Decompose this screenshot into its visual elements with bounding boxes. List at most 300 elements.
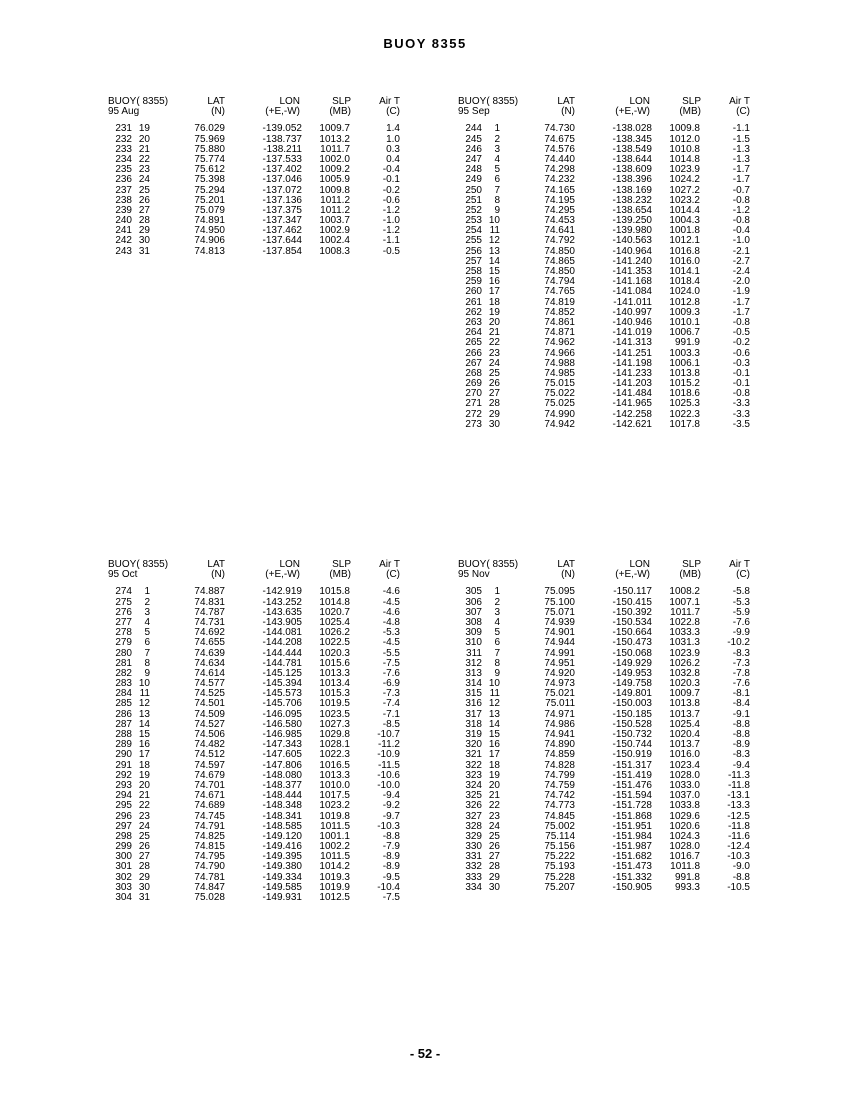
air-temperature-cell: -1.3 bbox=[732, 143, 750, 155]
latitude-cell: 74.850 bbox=[544, 245, 575, 257]
sea-level-pressure-cell: 1033.0 bbox=[669, 779, 700, 791]
sea-level-pressure-cell: 1009.8 bbox=[669, 123, 700, 135]
period-label: 95 Nov bbox=[458, 569, 490, 581]
air-temperature-cell: -9.1 bbox=[732, 708, 750, 720]
longitude-cell: -149.120 bbox=[262, 830, 302, 842]
air-temperature-cell: -8.3 bbox=[732, 749, 750, 761]
longitude-cell: -144.208 bbox=[262, 637, 302, 649]
table-header-row bbox=[100, 97, 400, 107]
air-temperature-cell: -8.3 bbox=[732, 647, 750, 659]
air-temperature-cell: -8.8 bbox=[382, 830, 400, 842]
day-of-year-cell: 296 bbox=[115, 810, 132, 822]
day-of-month-cell: 10 bbox=[488, 215, 500, 227]
buoy-label: BUOY( 8355) bbox=[108, 96, 169, 107]
sea-level-pressure-cell: 1003.7 bbox=[319, 215, 350, 227]
unit-slp: (MB) bbox=[679, 106, 701, 118]
day-of-year-cell: 288 bbox=[115, 729, 132, 740]
air-temperature-cell: -8.8 bbox=[732, 729, 750, 740]
longitude-cell: -147.343 bbox=[262, 739, 302, 751]
sea-level-pressure-cell: 1019.8 bbox=[319, 810, 350, 822]
column-header-lat: LAT bbox=[557, 559, 575, 570]
latitude-cell: 74.453 bbox=[544, 215, 575, 227]
sea-level-pressure-cell: 1014.2 bbox=[319, 861, 350, 873]
air-temperature-cell: -12.4 bbox=[727, 841, 750, 853]
air-temperature-cell: -8.1 bbox=[732, 688, 750, 700]
day-of-year-cell: 295 bbox=[115, 800, 132, 812]
sea-level-pressure-cell: 1011.7 bbox=[320, 143, 350, 155]
day-of-year-cell: 281 bbox=[115, 657, 132, 669]
latitude-cell: 74.576 bbox=[544, 143, 575, 155]
unit-airt: (C) bbox=[386, 106, 400, 118]
day-of-month-cell: 7 bbox=[144, 647, 150, 659]
day-of-year-cell: 246 bbox=[465, 143, 482, 155]
air-temperature-cell: -4.8 bbox=[382, 616, 400, 628]
day-of-month-cell: 19 bbox=[138, 123, 150, 135]
air-temperature-cell: -0.1 bbox=[732, 378, 750, 390]
air-temperature-cell: -7.5 bbox=[382, 657, 400, 669]
latitude-cell: 74.990 bbox=[544, 408, 575, 420]
day-of-year-cell: 267 bbox=[465, 357, 482, 369]
latitude-cell: 74.641 bbox=[544, 225, 575, 237]
unit-slp: (MB) bbox=[329, 106, 351, 118]
air-temperature-cell: -8.4 bbox=[732, 698, 750, 710]
latitude-cell: 75.095 bbox=[544, 586, 575, 598]
air-temperature-cell: -0.6 bbox=[382, 194, 400, 206]
column-header-lon: LON bbox=[629, 96, 650, 107]
longitude-cell: -138.211 bbox=[263, 143, 302, 155]
sea-level-pressure-cell: 1008.3 bbox=[319, 245, 350, 257]
longitude-cell: -138.737 bbox=[262, 133, 302, 145]
air-temperature-cell: -0.1 bbox=[732, 367, 750, 379]
longitude-cell: -141.011 bbox=[613, 296, 652, 308]
longitude-cell: -142.621 bbox=[612, 418, 652, 430]
day-of-year-cell: 270 bbox=[465, 388, 482, 400]
longitude-cell: -138.609 bbox=[612, 164, 652, 176]
latitude-cell: 74.298 bbox=[544, 164, 575, 176]
day-of-year-cell: 278 bbox=[115, 627, 132, 639]
sea-level-pressure-cell: 1007.1 bbox=[669, 596, 700, 608]
air-temperature-cell: -5.3 bbox=[382, 627, 400, 639]
latitude-cell: 74.966 bbox=[544, 347, 575, 359]
day-of-month-cell: 12 bbox=[488, 698, 500, 710]
sea-level-pressure-cell: 1014.8 bbox=[319, 596, 350, 608]
sea-level-pressure-cell: 1009.8 bbox=[319, 184, 350, 196]
air-temperature-cell: -9.2 bbox=[382, 800, 400, 812]
day-of-month-cell: 27 bbox=[138, 851, 150, 863]
day-of-month-cell: 7 bbox=[494, 647, 500, 659]
longitude-cell: -151.984 bbox=[612, 830, 652, 842]
day-of-year-cell: 332 bbox=[465, 861, 482, 873]
air-temperature-cell: -9.4 bbox=[732, 759, 750, 771]
sea-level-pressure-cell: 1025.4 bbox=[319, 616, 350, 628]
sea-level-pressure-cell: 1019.5 bbox=[319, 698, 350, 710]
air-temperature-cell: -4.5 bbox=[382, 637, 400, 649]
sea-level-pressure-cell: 1016.7 bbox=[669, 851, 700, 863]
air-temperature-cell: -0.8 bbox=[732, 388, 750, 400]
sea-level-pressure-cell: 1009.3 bbox=[669, 306, 700, 318]
day-of-month-cell: 8 bbox=[144, 657, 150, 669]
day-of-month-cell: 30 bbox=[138, 881, 150, 893]
longitude-cell: -148.585 bbox=[262, 820, 302, 832]
day-of-year-cell: 261 bbox=[465, 296, 482, 308]
column-header-slp: SLP bbox=[682, 559, 701, 570]
longitude-cell: -138.644 bbox=[612, 153, 652, 165]
day-of-month-cell: 11 bbox=[489, 688, 500, 700]
day-of-year-cell: 314 bbox=[465, 678, 482, 690]
latitude-cell: 74.671 bbox=[194, 790, 225, 802]
air-temperature-cell: -0.2 bbox=[382, 184, 400, 196]
unit-airt: (C) bbox=[736, 569, 750, 581]
sea-level-pressure-cell: 1015.8 bbox=[319, 586, 350, 598]
day-of-year-cell: 327 bbox=[465, 810, 482, 822]
latitude-cell: 74.799 bbox=[544, 769, 575, 781]
latitude-cell: 74.815 bbox=[194, 841, 225, 853]
day-of-year-cell: 331 bbox=[465, 851, 482, 863]
day-of-month-cell: 24 bbox=[488, 357, 500, 369]
longitude-cell: -141.353 bbox=[612, 266, 652, 277]
latitude-cell: 75.028 bbox=[194, 892, 225, 903]
sea-level-pressure-cell: 1016.0 bbox=[669, 749, 700, 761]
latitude-cell: 74.794 bbox=[544, 276, 575, 288]
sea-level-pressure-cell: 1020.6 bbox=[669, 820, 700, 832]
column-header-lon: LON bbox=[279, 96, 300, 107]
longitude-cell: -141.168 bbox=[612, 276, 652, 288]
longitude-cell: -149.395 bbox=[262, 851, 302, 863]
longitude-cell: -137.854 bbox=[262, 245, 302, 257]
day-of-month-cell: 28 bbox=[488, 861, 500, 873]
longitude-cell: -137.533 bbox=[262, 153, 302, 165]
sea-level-pressure-cell: 1022.3 bbox=[669, 408, 700, 420]
day-of-month-cell: 16 bbox=[488, 276, 500, 288]
air-temperature-cell: -11.8 bbox=[727, 779, 750, 791]
latitude-cell: 74.985 bbox=[544, 367, 575, 379]
sea-level-pressure-cell: 1011.8 bbox=[670, 861, 700, 873]
period-label: 95 Oct bbox=[108, 569, 138, 581]
day-of-month-cell: 27 bbox=[488, 851, 500, 863]
latitude-cell: 74.639 bbox=[194, 647, 225, 659]
day-of-month-cell: 19 bbox=[488, 306, 500, 318]
sea-level-pressure-cell: 1032.8 bbox=[669, 667, 700, 679]
unit-lon: (+E,-W) bbox=[265, 569, 300, 581]
sea-level-pressure-cell: 1011.5 bbox=[320, 820, 350, 832]
day-of-month-cell: 20 bbox=[488, 316, 500, 328]
sea-level-pressure-cell: 1015.3 bbox=[319, 688, 350, 700]
unit-slp: (MB) bbox=[679, 569, 701, 581]
sea-level-pressure-cell: 1001.8 bbox=[669, 225, 700, 237]
day-of-month-cell: 13 bbox=[488, 245, 500, 257]
day-of-month-cell: 6 bbox=[494, 174, 500, 186]
day-of-year-cell: 264 bbox=[465, 327, 482, 339]
sea-level-pressure-cell: 1011.2 bbox=[320, 194, 350, 206]
day-of-month-cell: 20 bbox=[138, 779, 150, 791]
longitude-cell: -141.240 bbox=[612, 255, 652, 267]
latitude-cell: 75.228 bbox=[544, 871, 575, 883]
air-temperature-cell: -2.0 bbox=[732, 276, 750, 288]
sea-level-pressure-cell: 991.9 bbox=[674, 337, 700, 349]
air-temperature-cell: -7.4 bbox=[382, 698, 400, 710]
sea-level-pressure-cell: 1022.8 bbox=[669, 616, 700, 628]
day-of-year-cell: 328 bbox=[465, 820, 482, 832]
day-of-year-cell: 290 bbox=[115, 749, 132, 761]
longitude-cell: -146.985 bbox=[262, 729, 302, 740]
latitude-cell: 74.825 bbox=[194, 830, 225, 842]
longitude-cell: -137.072 bbox=[262, 184, 302, 196]
air-temperature-cell: -3.5 bbox=[732, 418, 750, 430]
day-of-year-cell: 333 bbox=[465, 871, 482, 883]
air-temperature-cell: -7.8 bbox=[732, 667, 750, 679]
air-temperature-cell: -4.6 bbox=[382, 586, 400, 598]
longitude-cell: -151.868 bbox=[612, 810, 652, 822]
day-of-year-cell: 258 bbox=[465, 266, 482, 277]
longitude-cell: -141.484 bbox=[612, 388, 652, 400]
air-temperature-cell: -7.6 bbox=[382, 667, 400, 679]
unit-airt: (C) bbox=[736, 106, 750, 118]
day-of-month-cell: 27 bbox=[488, 388, 500, 400]
longitude-cell: -144.081 bbox=[262, 627, 302, 639]
longitude-cell: -149.758 bbox=[612, 678, 652, 690]
air-temperature-cell: 0.3 bbox=[386, 143, 400, 155]
day-of-month-cell: 26 bbox=[488, 841, 500, 853]
longitude-cell: -139.250 bbox=[612, 215, 652, 227]
day-of-year-cell: 310 bbox=[465, 637, 482, 649]
day-of-month-cell: 18 bbox=[488, 759, 500, 771]
sea-level-pressure-cell: 993.3 bbox=[674, 881, 700, 893]
latitude-cell: 74.871 bbox=[544, 327, 575, 339]
day-of-month-cell: 3 bbox=[144, 606, 150, 618]
latitude-cell: 74.859 bbox=[544, 749, 575, 761]
sea-level-pressure-cell: 1024.2 bbox=[669, 174, 700, 186]
day-of-year-cell: 260 bbox=[465, 286, 482, 298]
unit-slp: (MB) bbox=[329, 569, 351, 581]
column-header-lat: LAT bbox=[557, 96, 575, 107]
day-of-year-cell: 245 bbox=[465, 133, 482, 145]
latitude-cell: 74.986 bbox=[544, 718, 575, 730]
latitude-cell: 74.861 bbox=[544, 316, 575, 328]
air-temperature-cell: -0.8 bbox=[732, 215, 750, 227]
longitude-cell: -149.801 bbox=[612, 688, 652, 700]
latitude-cell: 74.941 bbox=[544, 729, 575, 740]
table-header-units-row bbox=[100, 570, 400, 580]
table-block-nov bbox=[450, 560, 750, 893]
table-row bbox=[450, 801, 750, 811]
longitude-cell: -137.644 bbox=[262, 235, 302, 247]
air-temperature-cell: -9.5 bbox=[382, 871, 400, 883]
day-of-month-cell: 14 bbox=[488, 718, 500, 730]
air-temperature-cell: -0.8 bbox=[732, 194, 750, 206]
longitude-cell: -144.444 bbox=[262, 647, 302, 659]
sea-level-pressure-cell: 1010.0 bbox=[319, 779, 350, 791]
day-of-year-cell: 291 bbox=[115, 759, 132, 771]
sea-level-pressure-cell: 1020.3 bbox=[669, 678, 700, 690]
longitude-cell: -145.394 bbox=[262, 678, 302, 690]
unit-lon: (+E,-W) bbox=[265, 106, 300, 118]
day-of-month-cell: 1 bbox=[494, 123, 500, 135]
sea-level-pressure-cell: 1012.5 bbox=[319, 892, 350, 903]
sea-level-pressure-cell: 1013.2 bbox=[319, 133, 350, 145]
day-of-month-cell: 22 bbox=[488, 800, 500, 812]
air-temperature-cell: -7.6 bbox=[732, 616, 750, 628]
latitude-cell: 74.795 bbox=[194, 851, 225, 863]
latitude-cell: 74.742 bbox=[544, 790, 575, 802]
longitude-cell: -151.476 bbox=[612, 779, 652, 791]
air-temperature-cell: -6.9 bbox=[382, 678, 400, 690]
sea-level-pressure-cell: 1033.3 bbox=[669, 627, 700, 639]
table-header-row bbox=[450, 97, 750, 107]
day-of-year-cell: 268 bbox=[465, 367, 482, 379]
longitude-cell: -141.019 bbox=[612, 327, 652, 339]
day-of-year-cell: 262 bbox=[465, 306, 482, 318]
day-of-month-cell: 1 bbox=[144, 586, 150, 598]
longitude-cell: -137.375 bbox=[262, 204, 302, 216]
day-of-year-cell: 334 bbox=[465, 881, 482, 893]
air-temperature-cell: -11.6 bbox=[727, 830, 750, 842]
day-of-month-cell: 2 bbox=[494, 133, 500, 145]
latitude-cell: 74.962 bbox=[544, 337, 575, 349]
longitude-cell: -148.377 bbox=[262, 779, 302, 791]
latitude-cell: 75.025 bbox=[544, 398, 575, 410]
day-of-year-cell: 330 bbox=[465, 841, 482, 853]
day-of-year-cell: 279 bbox=[115, 637, 132, 649]
unit-lon: (+E,-W) bbox=[615, 106, 650, 118]
day-of-year-cell: 277 bbox=[115, 616, 132, 628]
day-of-month-cell: 15 bbox=[138, 729, 150, 740]
latitude-cell: 75.294 bbox=[194, 184, 225, 196]
day-of-year-cell: 319 bbox=[465, 729, 482, 740]
day-of-month-cell: 24 bbox=[138, 174, 150, 186]
table-block-aug bbox=[100, 97, 400, 257]
sea-level-pressure-cell: 1006.7 bbox=[669, 327, 700, 339]
air-temperature-cell: -0.4 bbox=[382, 164, 400, 176]
day-of-year-cell: 242 bbox=[115, 235, 132, 247]
day-of-month-cell: 12 bbox=[488, 235, 500, 247]
air-temperature-cell: -11.5 bbox=[377, 759, 400, 771]
day-of-month-cell: 25 bbox=[138, 830, 150, 842]
day-of-year-cell: 273 bbox=[465, 418, 482, 430]
longitude-cell: -141.084 bbox=[612, 286, 652, 298]
latitude-cell: 75.100 bbox=[544, 596, 575, 608]
latitude-cell: 74.512 bbox=[194, 749, 225, 761]
table-header-units-row bbox=[100, 107, 400, 117]
day-of-year-cell: 323 bbox=[465, 769, 482, 781]
latitude-cell: 74.971 bbox=[544, 708, 575, 720]
latitude-cell: 74.906 bbox=[194, 235, 225, 247]
air-temperature-cell: -7.9 bbox=[382, 841, 400, 853]
air-temperature-cell: -2.4 bbox=[732, 266, 750, 277]
day-of-year-cell: 321 bbox=[465, 749, 482, 761]
column-header-slp: SLP bbox=[332, 96, 351, 107]
longitude-cell: -143.252 bbox=[262, 596, 302, 608]
air-temperature-cell: 1.0 bbox=[386, 133, 400, 145]
longitude-cell: -150.117 bbox=[613, 586, 652, 598]
air-temperature-cell: -10.7 bbox=[377, 729, 400, 740]
latitude-cell: 74.828 bbox=[544, 759, 575, 771]
longitude-cell: -147.806 bbox=[262, 759, 302, 771]
longitude-cell: -138.028 bbox=[612, 123, 652, 135]
air-temperature-cell: -13.1 bbox=[727, 790, 750, 802]
day-of-month-cell: 2 bbox=[494, 596, 500, 608]
air-temperature-cell: -7.3 bbox=[382, 688, 400, 700]
day-of-year-cell: 250 bbox=[465, 184, 482, 196]
air-temperature-cell: 0.4 bbox=[386, 153, 400, 165]
air-temperature-cell: -0.5 bbox=[732, 327, 750, 339]
day-of-month-cell: 16 bbox=[488, 739, 500, 751]
latitude-cell: 74.675 bbox=[544, 133, 575, 145]
sea-level-pressure-cell: 991.8 bbox=[674, 871, 700, 883]
air-temperature-cell: -9.0 bbox=[732, 861, 750, 873]
sea-level-pressure-cell: 1005.9 bbox=[319, 174, 350, 186]
longitude-cell: -138.232 bbox=[612, 194, 652, 206]
day-of-month-cell: 2 bbox=[144, 596, 150, 608]
longitude-cell: -138.396 bbox=[612, 174, 652, 186]
longitude-cell: -143.635 bbox=[262, 606, 302, 618]
day-of-month-cell: 19 bbox=[138, 769, 150, 781]
longitude-cell: -146.095 bbox=[262, 708, 302, 720]
longitude-cell: -151.419 bbox=[612, 769, 652, 781]
day-of-year-cell: 232 bbox=[115, 133, 132, 145]
longitude-cell: -151.594 bbox=[612, 790, 652, 802]
day-of-year-cell: 285 bbox=[115, 698, 132, 710]
longitude-cell: -142.258 bbox=[612, 408, 652, 420]
day-of-month-cell: 26 bbox=[138, 194, 150, 206]
sea-level-pressure-cell: 1024.3 bbox=[669, 830, 700, 842]
day-of-month-cell: 30 bbox=[488, 418, 500, 430]
day-of-month-cell: 23 bbox=[138, 810, 150, 822]
day-of-year-cell: 251 bbox=[465, 194, 482, 206]
longitude-cell: -149.929 bbox=[612, 657, 652, 669]
day-of-year-cell: 233 bbox=[115, 143, 132, 155]
day-of-month-cell: 29 bbox=[488, 871, 500, 883]
latitude-cell: 74.920 bbox=[544, 667, 575, 679]
day-of-month-cell: 15 bbox=[488, 266, 500, 277]
sea-level-pressure-cell: 1023.2 bbox=[319, 800, 350, 812]
air-temperature-cell: -8.9 bbox=[382, 861, 400, 873]
table-block-sep bbox=[450, 97, 750, 430]
day-of-year-cell: 304 bbox=[115, 892, 132, 903]
sea-level-pressure-cell: 1011.7 bbox=[670, 606, 700, 618]
longitude-cell: -145.573 bbox=[262, 688, 302, 700]
day-of-month-cell: 20 bbox=[488, 779, 500, 791]
day-of-month-cell: 11 bbox=[139, 688, 150, 700]
table-header-units-row bbox=[450, 107, 750, 117]
column-header-lat: LAT bbox=[207, 559, 225, 570]
sea-level-pressure-cell: 1012.1 bbox=[669, 235, 700, 247]
latitude-cell: 74.759 bbox=[544, 779, 575, 791]
day-of-year-cell: 243 bbox=[115, 245, 132, 257]
day-of-month-cell: 17 bbox=[488, 749, 500, 761]
day-of-year-cell: 265 bbox=[465, 337, 482, 349]
longitude-cell: -148.341 bbox=[262, 810, 302, 822]
longitude-cell: -138.169 bbox=[612, 184, 652, 196]
day-of-year-cell: 313 bbox=[465, 667, 482, 679]
sea-level-pressure-cell: 1026.2 bbox=[669, 657, 700, 669]
sea-level-pressure-cell: 1014.8 bbox=[669, 153, 700, 165]
latitude-cell: 74.525 bbox=[194, 688, 225, 700]
sea-level-pressure-cell: 1011.2 bbox=[320, 204, 350, 216]
sea-level-pressure-cell: 1020.7 bbox=[319, 606, 350, 618]
air-temperature-cell: -1.9 bbox=[732, 286, 750, 298]
latitude-cell: 75.774 bbox=[194, 153, 225, 165]
day-of-year-cell: 297 bbox=[115, 820, 132, 832]
latitude-cell: 74.634 bbox=[194, 657, 225, 669]
longitude-cell: -150.185 bbox=[612, 708, 652, 720]
day-of-month-cell: 21 bbox=[138, 143, 150, 155]
day-of-year-cell: 299 bbox=[115, 841, 132, 853]
air-temperature-cell: -3.3 bbox=[732, 408, 750, 420]
day-of-month-cell: 22 bbox=[138, 800, 150, 812]
sea-level-pressure-cell: 1033.8 bbox=[669, 800, 700, 812]
air-temperature-cell: -5.5 bbox=[382, 647, 400, 659]
day-of-month-cell: 12 bbox=[138, 698, 150, 710]
